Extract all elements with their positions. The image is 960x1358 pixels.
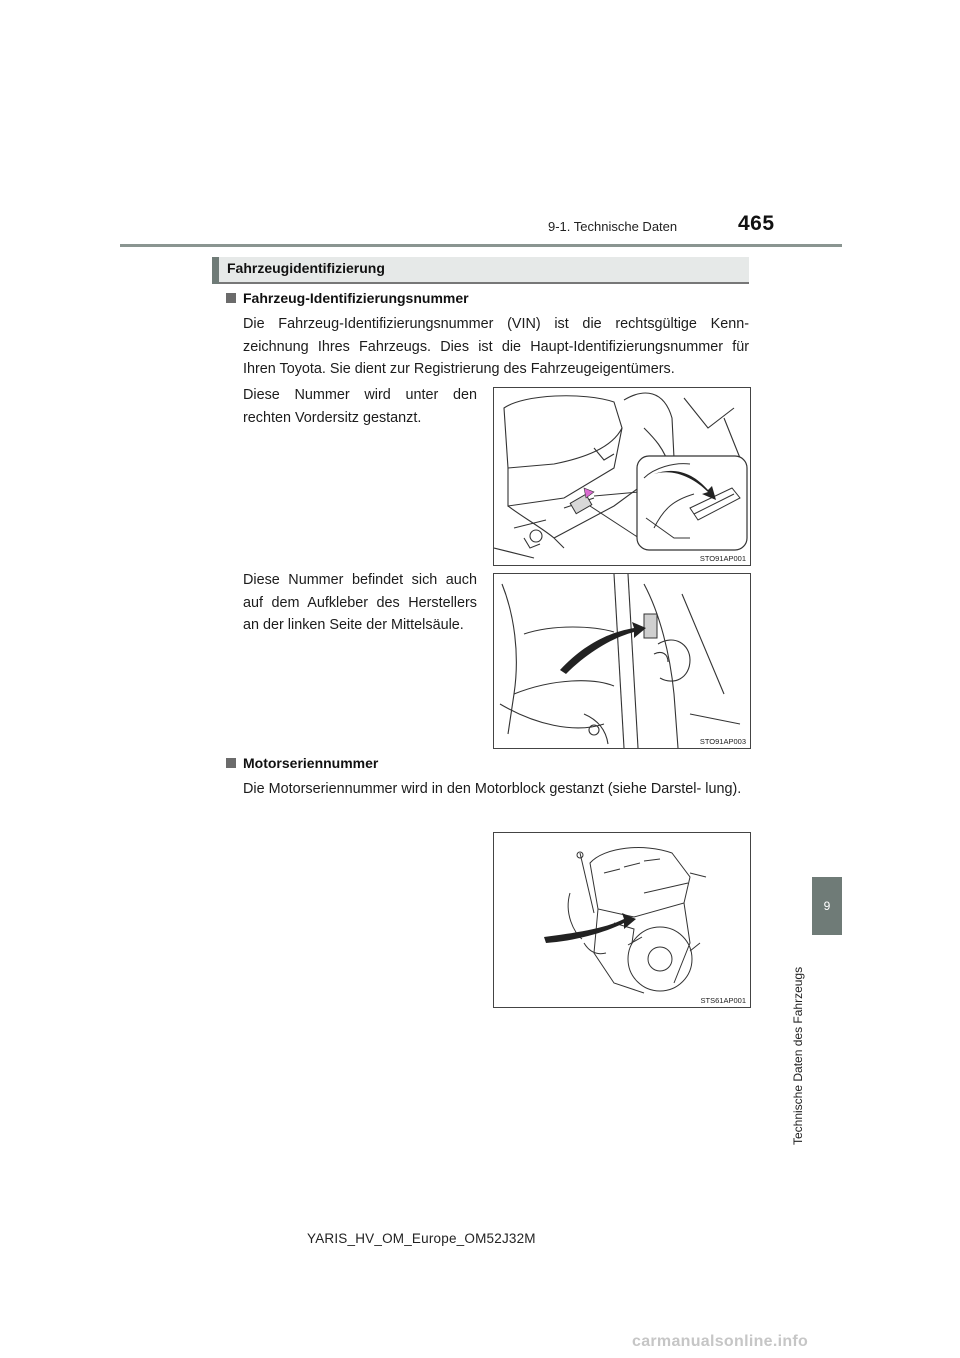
vin-location-text-1: Diese Nummer wird unter den rechten Vordersitz gestanzt. xyxy=(243,387,477,426)
figure-vin-pillar-label xyxy=(493,573,751,749)
section-heading-title: Fahrzeugidentifizierung xyxy=(227,260,385,276)
engine-block-illustration xyxy=(494,833,750,1007)
document-code: YARIS_HV_OM_Europe_OM52J32M xyxy=(307,1231,536,1246)
square-bullet-icon xyxy=(226,758,236,768)
vin-intro-paragraph: Die Fahrzeug-Identifizierungsnummer (VIN) ist die rechtsgültige Kenn- zeichnung Ihres Fahrzeugs. Dies ist die Haupt-Identifizierungsnummer für Ihren Toyota. Sie dient zur Registrierung des Fahrzeugeigentümers. xyxy=(243,316,749,377)
site-watermark: carmanualsonline.info xyxy=(632,1333,809,1350)
header-divider xyxy=(120,244,842,247)
chapter-side-label-text: Technische Daten des Fahrzeugs xyxy=(791,966,805,1145)
chapter-side-label xyxy=(790,945,810,1145)
engine-paragraph: Die Motorseriennummer wird in den Motorblock gestanzt (siehe Darstel- lung). xyxy=(243,781,742,797)
vin-heading-text: Fahrzeug-Identifizierungsnummer xyxy=(243,290,469,306)
page-number: 465 xyxy=(738,212,775,235)
running-header-section: 9-1. Technische Daten xyxy=(548,219,678,234)
vin-heading xyxy=(226,290,469,306)
figure-code-3: STS61AP001 xyxy=(700,996,746,1005)
engine-heading xyxy=(226,755,378,771)
section-heading-bar xyxy=(212,257,219,284)
figure-engine-serial-number xyxy=(493,832,751,1008)
engine-heading-text: Motorseriennummer xyxy=(243,755,379,771)
center-pillar-illustration xyxy=(494,574,750,748)
figure-vin-under-seat xyxy=(493,387,751,566)
square-bullet-icon xyxy=(226,293,236,303)
section-heading xyxy=(212,257,749,284)
seat-rail-illustration xyxy=(494,388,750,565)
figure-code-1: STO91AP001 xyxy=(699,554,746,563)
chapter-tab: 9 xyxy=(812,877,842,935)
vin-location-text-2: Diese Nummer befindet sich auch auf dem Aufkleber des Herstellers an der linken Seite der Mittelsäule. xyxy=(243,572,477,633)
figure-code-2: STO91AP003 xyxy=(699,737,746,746)
